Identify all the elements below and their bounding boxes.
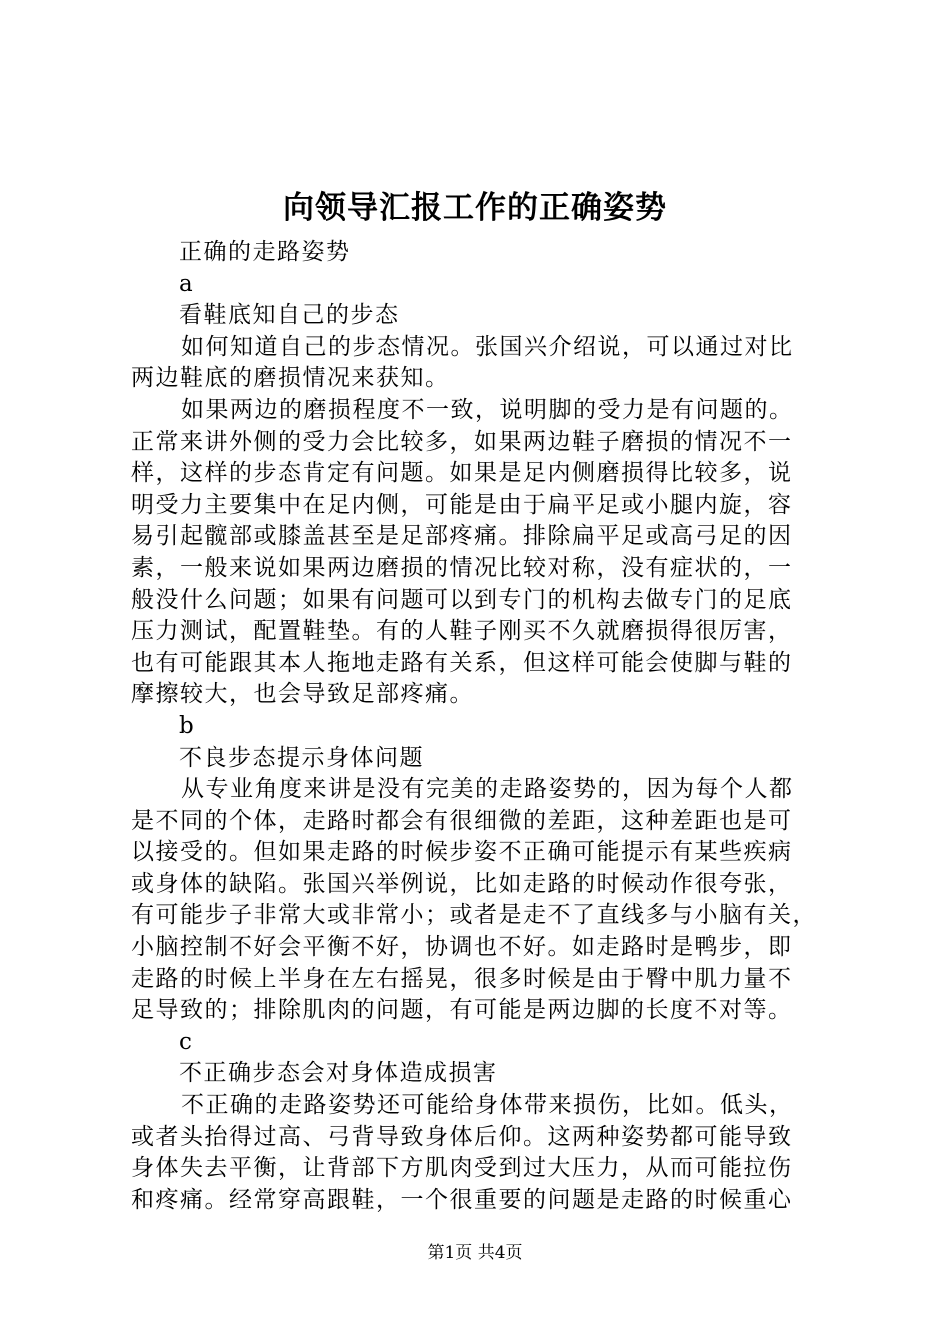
section-heading: 不正确步态会对身体造成损害 bbox=[179, 1060, 498, 1087]
paragraph-line: 样，这样的步态肯定有问题。如果是足内侧磨损得比较多，说 bbox=[131, 460, 793, 487]
paragraph-line: 素，一般来说如果两边磨损的情况比较对称，没有症状的，一 bbox=[131, 554, 793, 581]
section-heading: 不良步态提示身体问题 bbox=[179, 744, 424, 771]
paragraph-line: 压力测试，配置鞋垫。有的人鞋子刚买不久就磨损得很厉害， bbox=[131, 618, 793, 645]
paragraph-line: 也有可能跟其本人拖地走路有关系，但这样可能会使脚与鞋的 bbox=[131, 649, 793, 676]
paragraph-line: 小脑控制不好会平衡不好，协调也不好。如走路时是鸭步，即 bbox=[131, 934, 793, 961]
section-heading: 看鞋底知自己的步态 bbox=[179, 302, 400, 329]
paragraph-line: 如何知道自己的步态情况。张国兴介绍说，可以通过对比 bbox=[181, 333, 794, 360]
document-title: 向领导汇报工作的正确姿势 bbox=[283, 190, 667, 226]
page-footer: 第1页 共4页 bbox=[427, 1243, 523, 1263]
paragraph-line: 和疼痛。经常穿高跟鞋，一个很重要的问题是走路的时候重心 bbox=[131, 1186, 793, 1213]
paragraph-line: 走路的时候上半身在左右摇晃，很多时候是由于臀中肌力量不 bbox=[131, 965, 793, 992]
section-label: c bbox=[179, 1028, 194, 1055]
paragraph-line: 易引起髋部或膝盖甚至是足部疼痛。排除扁平足或高弓足的因 bbox=[131, 523, 793, 550]
section-label: b bbox=[179, 712, 196, 739]
paragraph-line: 有可能步子非常大或非常小；或者是走不了直线多与小脑有关， bbox=[131, 902, 817, 929]
paragraph-line: 明受力主要集中在足内侧，可能是由于扁平足或小腿内旋，容 bbox=[131, 491, 793, 518]
section-heading: 正确的走路姿势 bbox=[179, 239, 351, 265]
paragraph-line: 或身体的缺陷。张国兴举例说，比如走路的时候动作很夸张， bbox=[131, 870, 793, 897]
paragraph-line: 足导致的；排除肌肉的问题，有可能是两边脚的长度不对等。 bbox=[131, 997, 793, 1024]
paragraph-line: 以接受的。但如果走路的时候步姿不正确可能提示有某些疾病 bbox=[131, 839, 793, 866]
paragraph-line: 般没什么问题；如果有问题可以到专门的机构去做专门的足底 bbox=[131, 586, 793, 613]
paragraph-line: 摩擦较大，也会导致足部疼痛。 bbox=[131, 681, 474, 708]
paragraph-line: 正常来讲外侧的受力会比较多，如果两边鞋子磨损的情况不一 bbox=[131, 428, 793, 455]
document-body bbox=[131, 237, 831, 1216]
paragraph-line: 两边鞋底的磨损情况来获知。 bbox=[131, 365, 450, 392]
paragraph-line: 从专业角度来讲是没有完美的走路姿势的，因为每个人都 bbox=[181, 776, 794, 803]
paragraph-line: 是不同的个体，走路时都会有很细微的差距，这种差距也是可 bbox=[131, 807, 793, 834]
paragraph-line: 身体失去平衡，让背部下方肌肉受到过大压力，从而可能拉伤 bbox=[131, 1155, 793, 1182]
section-label: a bbox=[179, 270, 195, 297]
paragraph-line: 如果两边的磨损程度不一致，说明脚的受力是有问题的。 bbox=[181, 396, 794, 423]
paragraph-line: 或者头抬得过高、弓背导致身体后仰。这两种姿势都可能导致 bbox=[131, 1123, 793, 1150]
paragraph-line: 不正确的走路姿势还可能给身体带来损伤，比如。低头， bbox=[181, 1092, 794, 1119]
